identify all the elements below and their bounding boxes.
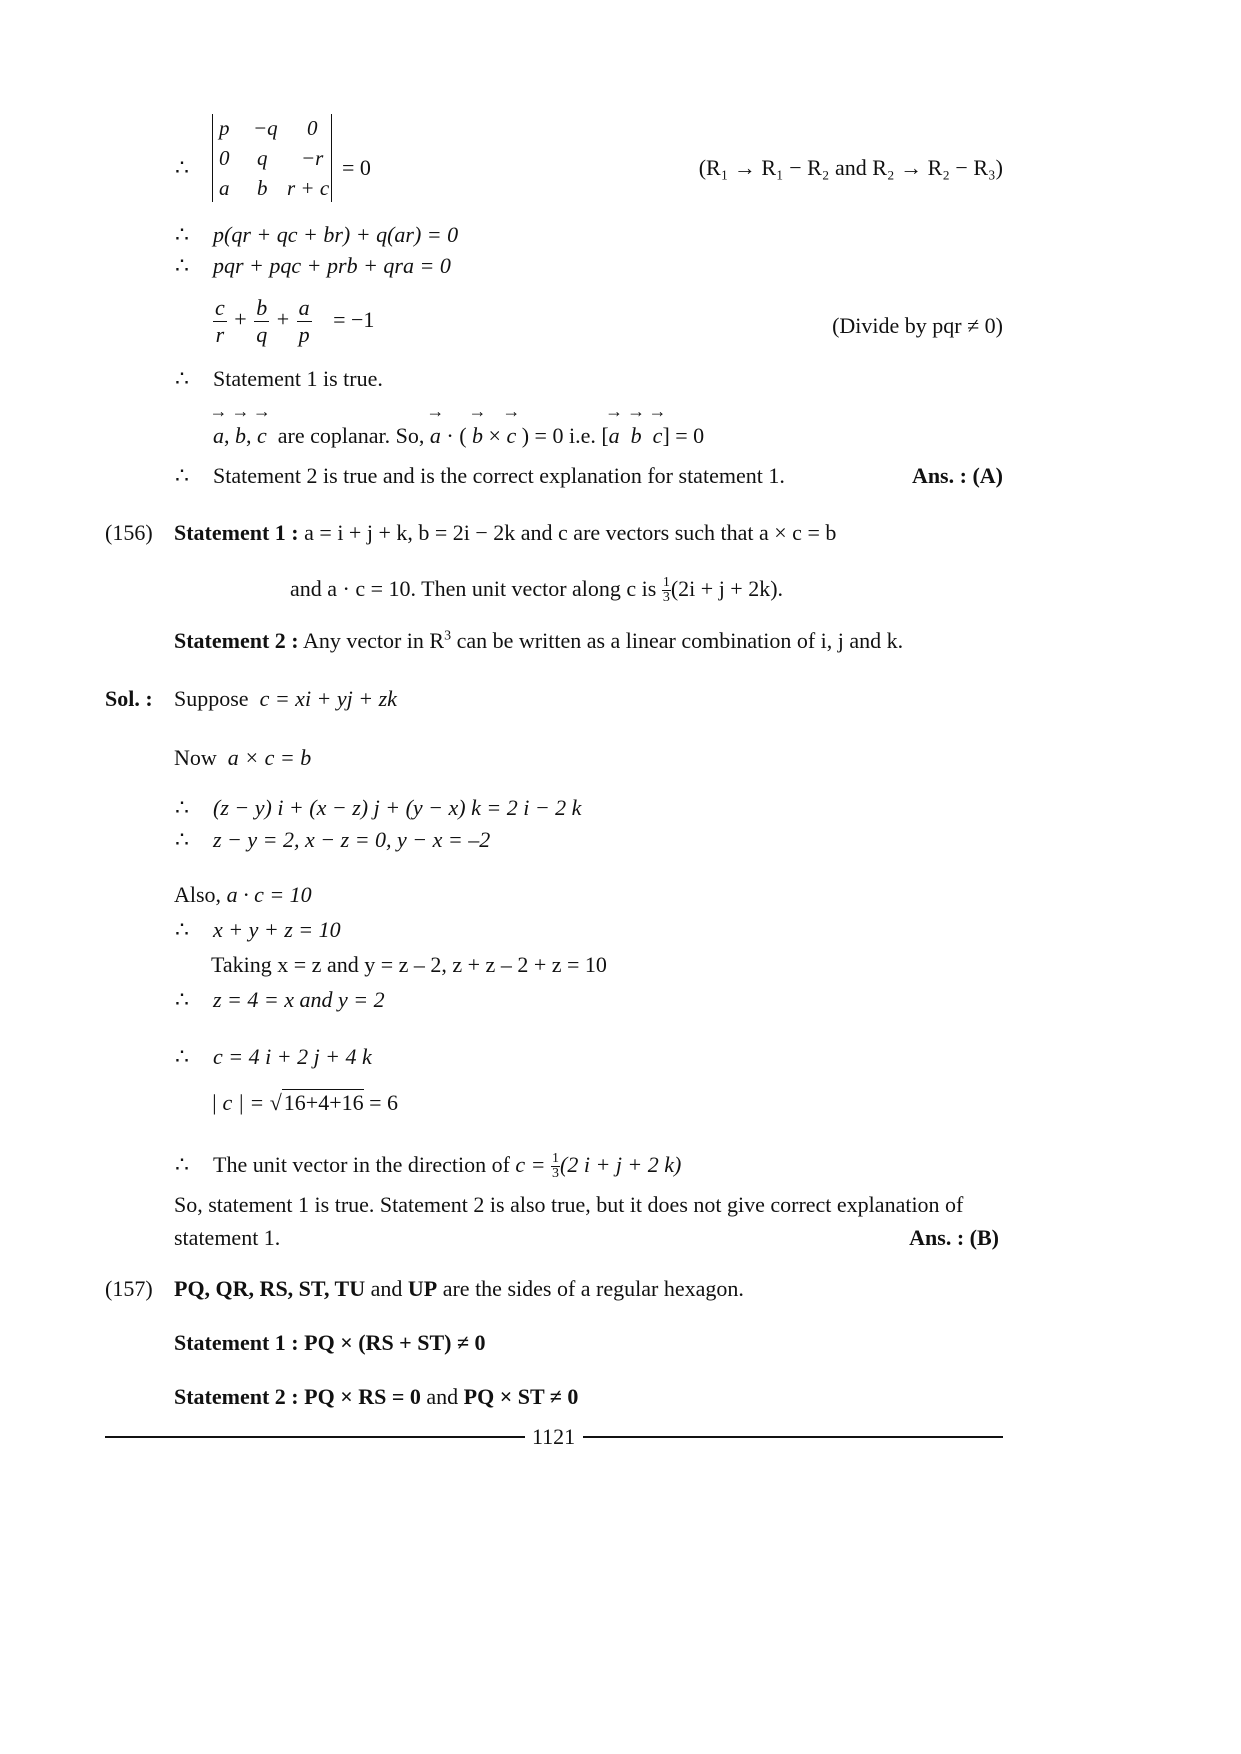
footer-rule-left xyxy=(105,1436,525,1438)
det-cell: −r xyxy=(301,146,324,170)
q156-statement-1-cont: and a · c = 10. Then unit vector along c is $\frac{1}{3}$ (2i + j + 2k). xyxy=(290,575,784,606)
solution-line: ∴ x + y + z = 10 xyxy=(175,917,341,942)
statement-line: ∴ Statement 2 is true and is the correct explanation for statement 1. xyxy=(175,463,785,488)
solution-line: Suppose c = xi + yj + zk xyxy=(174,686,397,711)
solution-line: So, statement 1 is true. Statement 2 is also true, but it does not give correct explanation of xyxy=(174,1192,964,1217)
equation-line: ∴ pqr + pqc + prb + qra = 0 xyxy=(175,253,451,278)
det-cell: a xyxy=(219,176,230,200)
q156-statement-2: Statement 2 : Any vector in $R^3$ can be written as a linear combination of i, j and k. xyxy=(174,628,904,653)
answer: Ans. : (B) xyxy=(909,1225,999,1250)
det-cell: −q xyxy=(253,116,278,140)
statement-line: ∴ Statement 1 is true. xyxy=(175,366,383,391)
solution-line: Taking x = z and y = z – 2, z + z – 2 + z = 10 xyxy=(211,952,607,977)
divide-note: (Divide by pqr ≠ 0) xyxy=(832,313,1003,338)
solution-line: ∴ (z − y) i + (x − z) j + (y − x) k = 2 i − 2 k xyxy=(175,795,582,820)
equation-line: ∴ p(qr + qc + br) + q(ar) = 0 xyxy=(175,222,459,247)
solution-line: ∴ c = 4 i + 2 j + 4 k xyxy=(175,1044,372,1069)
det-cell: 0 xyxy=(307,116,318,140)
q157-statement-2: Statement 2 : PQ × RS = 0 and PQ × ST ≠ 0 xyxy=(174,1384,579,1409)
det-cell: r + c xyxy=(287,176,330,200)
question-number: (157) xyxy=(105,1276,153,1301)
det-cell: 0 xyxy=(219,146,230,170)
solution-line: | c | = √16+4+16 = 6 xyxy=(211,1090,399,1115)
q156-statement-1: Statement 1 : a = i + j + k, b = 2i − 2k and c are vectors such that a × c = b xyxy=(174,520,837,545)
answer: Ans. : (A) xyxy=(911,463,1003,488)
solution-line: Also, a · c = 10 xyxy=(174,882,312,907)
question-number: (156) xyxy=(105,520,153,545)
solution-line: ∴ z = 4 = x and y = 2 xyxy=(175,987,385,1012)
page-number: 1121 xyxy=(532,1424,576,1449)
coplanar-line: → a, → b, → c are coplanar. So, → a · ( → b × → c ) = 0 i.e. [ → a → b → c] = 0 xyxy=(209,401,705,448)
q157-intro: PQ, QR, RS, ST, TU and UP are the sides of a regular hexagon. xyxy=(174,1276,744,1301)
footer-rule-right xyxy=(583,1436,1003,1438)
therefore-symbol: ∴ xyxy=(175,155,189,180)
det-cell: b xyxy=(257,176,268,200)
solution-line: Now a × c = b xyxy=(174,745,312,770)
det-equals: = 0 xyxy=(342,155,371,180)
solution-label: Sol. : xyxy=(105,686,153,711)
det-cell: p xyxy=(219,116,230,140)
row-operation-note: (R₁ → R₁ − R₂ and R₂ → R₂ − R₃) xyxy=(698,155,1003,180)
fraction-equation: $\frac{c}{r}$ + $\frac{b}{q}$ + $\frac{a}{p}$ = −1 xyxy=(215,295,375,347)
det-cell: q xyxy=(257,146,268,170)
solution-line: ∴ z − y = 2, x − z = 0, y − x = –2 xyxy=(175,827,491,852)
solution-line: statement 1. xyxy=(174,1225,281,1250)
determinant xyxy=(212,114,332,202)
solution-line: ∴ The unit vector in the direction of c = $\frac{1}{3}$ (2 i + j + 2 k) xyxy=(175,1151,682,1182)
q157-statement-1: Statement 1 : PQ × (RS + ST) ≠ 0 xyxy=(174,1330,486,1355)
